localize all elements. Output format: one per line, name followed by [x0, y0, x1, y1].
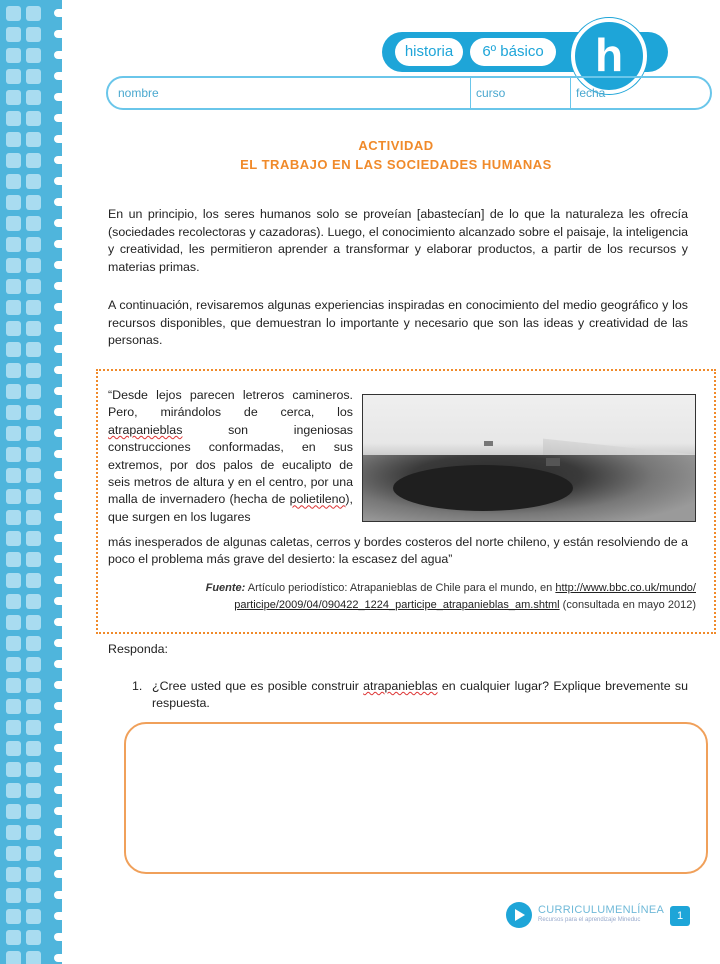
strip-notch [54, 954, 62, 962]
strip-notch [54, 849, 62, 857]
strip-notch [54, 177, 62, 185]
strip-notch [54, 492, 62, 500]
strip-notch [54, 72, 62, 80]
strip-square [6, 279, 21, 294]
strip-square [6, 573, 21, 588]
strip-square [26, 426, 41, 441]
question-number: 1. [132, 679, 143, 693]
strip-notch [54, 324, 62, 332]
strip-square [6, 741, 21, 756]
strip-square [26, 762, 41, 777]
strip-notch [54, 345, 62, 353]
strip-notch [54, 786, 62, 794]
strip-square [6, 384, 21, 399]
strip-square [6, 6, 21, 21]
strip-square [26, 909, 41, 924]
strip-notch [54, 240, 62, 248]
strip-square [6, 804, 21, 819]
strip-square [6, 69, 21, 84]
strip-square [6, 321, 21, 336]
strip-square [6, 699, 21, 714]
strip-square [26, 279, 41, 294]
strip-notch [54, 450, 62, 458]
quote-text-continued: más inesperados de algunas caletas, cerros y bordes costeros del norte chileno, y están resolviendo de a poco el problema más grave del desierto: la escasez del agua” [108, 535, 688, 567]
source-link[interactable]: http://www.bbc.co.uk/mundo/ [555, 582, 696, 594]
strip-square [6, 48, 21, 63]
strip-square [26, 867, 41, 882]
grade-tag: 6º básico [470, 38, 556, 66]
strip-square [6, 531, 21, 546]
strip-square [6, 426, 21, 441]
strip-square [26, 174, 41, 189]
strip-notch [54, 387, 62, 395]
strip-square [6, 363, 21, 378]
source-citation: Fuente: Artículo periodístico: Atrapanieblas de Chile para el mundo, en http://www.bbc.co.uk/mundo/ [205, 582, 696, 594]
strip-square [26, 342, 41, 357]
quote-term: atrapanieblas [108, 422, 183, 437]
date-field-label: fecha [576, 86, 606, 100]
strip-square [26, 90, 41, 105]
strip-notch [54, 723, 62, 731]
strip-square [26, 195, 41, 210]
strip-square [26, 804, 41, 819]
source-citation-line2: participe/2009/04/090422_1224_participe_atrapanieblas_am.shtml (consultada en mayo 2012) [234, 599, 696, 611]
strip-notch [54, 135, 62, 143]
strip-square [26, 69, 41, 84]
quote-text: “Desde lejos parecen letreros camineros. Pero, mirándolos de cerca, los atrapanieblas son ingeniosas construcciones conformadas, en sus extremos, por dos palos de eucalipto de seis metros de altura y en el centro, por una malla de invernadero (hecha de polietileno), que surgen en los lugares [108, 388, 353, 524]
divider [570, 78, 571, 108]
strip-square [26, 531, 41, 546]
strip-square [26, 930, 41, 945]
divider [470, 78, 471, 108]
strip-square [6, 594, 21, 609]
strip-notch [54, 282, 62, 290]
question-1: 1. ¿Cree usted que es posible construir atrapanieblas en cualquier lugar? Explique brevemente su respuesta. [132, 679, 688, 711]
play-arrow-icon [506, 902, 532, 928]
strip-square [6, 846, 21, 861]
strip-square [6, 111, 21, 126]
strip-notch [54, 471, 62, 479]
strip-square [6, 342, 21, 357]
strip-square [26, 846, 41, 861]
subject-tag: historia [395, 38, 463, 66]
strip-notch [54, 261, 62, 269]
strip-square [26, 405, 41, 420]
strip-notch [54, 303, 62, 311]
strip-notch [54, 597, 62, 605]
strip-square [26, 573, 41, 588]
strip-notch [54, 933, 62, 941]
activity-label: ACTIVIDAD [358, 138, 434, 153]
decorative-side-strip [0, 0, 62, 964]
strip-notch [54, 618, 62, 626]
strip-square [26, 363, 41, 378]
strip-notch [54, 576, 62, 584]
strip-notch [54, 681, 62, 689]
strip-square [26, 153, 41, 168]
page-number: 1 [670, 906, 690, 926]
strip-notch [54, 513, 62, 521]
strip-square [26, 615, 41, 630]
strip-notch [54, 219, 62, 227]
name-field-label: nombre [118, 86, 159, 100]
strip-notch [54, 639, 62, 647]
strip-square [6, 195, 21, 210]
strip-square [6, 657, 21, 672]
strip-notch [54, 429, 62, 437]
strip-square [26, 657, 41, 672]
strip-square [6, 405, 21, 420]
strip-square [6, 237, 21, 252]
answer-box[interactable] [124, 722, 708, 874]
strip-square [6, 153, 21, 168]
strip-square [26, 552, 41, 567]
strip-notch [54, 30, 62, 38]
strip-notch [54, 93, 62, 101]
context-paragraph: A continuación, revisaremos algunas experiencias inspiradas en conocimiento del medio geográfico y los recursos disponibles, que demuestran lo importante y necesario que son las ideas y creatividad de las personas. [108, 298, 688, 348]
strip-square [26, 825, 41, 840]
strip-square [26, 6, 41, 21]
strip-square [6, 867, 21, 882]
strip-square [6, 216, 21, 231]
strip-square [26, 678, 41, 693]
page-title: EL TRABAJO EN LAS SOCIEDADES HUMANAS [240, 157, 552, 172]
strip-notch [54, 555, 62, 563]
strip-square [6, 762, 21, 777]
strip-notch [54, 9, 62, 17]
logo-text: CURRICULUMENLÍNEA [538, 904, 665, 916]
strip-square [26, 447, 41, 462]
strip-square [26, 720, 41, 735]
responde-label: Responda: [108, 642, 168, 656]
strip-square [26, 300, 41, 315]
strip-square [26, 237, 41, 252]
strip-square [26, 384, 41, 399]
strip-square [6, 615, 21, 630]
strip-notch [54, 912, 62, 920]
strip-square [6, 888, 21, 903]
strip-square [6, 636, 21, 651]
strip-notch [54, 198, 62, 206]
strip-square [26, 594, 41, 609]
strip-notch [54, 366, 62, 374]
strip-notch [54, 156, 62, 164]
strip-square [26, 132, 41, 147]
strip-square [6, 468, 21, 483]
strip-square [26, 636, 41, 651]
student-info-bar [106, 76, 712, 110]
source-link[interactable]: participe/2009/04/090422_1224_participe_atrapanieblas_am.shtml [234, 599, 560, 611]
strip-square [6, 174, 21, 189]
strip-square [6, 930, 21, 945]
strip-square [6, 489, 21, 504]
strip-square [6, 552, 21, 567]
strip-square [6, 132, 21, 147]
strip-square [26, 741, 41, 756]
strip-square [6, 447, 21, 462]
strip-notch [54, 744, 62, 752]
course-field-label: curso [476, 86, 506, 100]
strip-square [6, 300, 21, 315]
strip-square [26, 48, 41, 63]
strip-notch [54, 114, 62, 122]
strip-square [6, 27, 21, 42]
strip-notch [54, 51, 62, 59]
strip-notch [54, 702, 62, 710]
question-term: atrapanieblas [363, 679, 438, 693]
strip-square [26, 951, 41, 964]
strip-square [6, 909, 21, 924]
intro-paragraph: En un principio, los seres humanos solo se proveían [abastecían] de lo que la naturaleza les ofrecía (sociedades recolectoras y cazadoras). Luego, el conocimiento alcanzado sobre el paisaje, la inteligencia y creatividad, les permitieron aprender a transformar y elaborar productos, a partir de los recursos y materias primas. [108, 207, 688, 274]
strip-notch [54, 408, 62, 416]
strip-square [6, 510, 21, 525]
strip-square [26, 111, 41, 126]
strip-square [26, 888, 41, 903]
strip-square [6, 783, 21, 798]
strip-square [26, 699, 41, 714]
source-label: Fuente: [205, 582, 246, 594]
quote-term: polietileno [289, 492, 346, 507]
strip-square [26, 783, 41, 798]
logo-subtext: Recursos para el aprendizaje Mineduc [538, 917, 641, 923]
strip-square [26, 468, 41, 483]
fog-catcher-photo [362, 394, 696, 522]
strip-square [26, 321, 41, 336]
strip-square [6, 678, 21, 693]
strip-notch [54, 891, 62, 899]
strip-square [26, 489, 41, 504]
strip-notch [54, 828, 62, 836]
strip-notch [54, 660, 62, 668]
strip-square [26, 27, 41, 42]
strip-square [26, 216, 41, 231]
strip-square [6, 90, 21, 105]
subject-logo-icon: h [571, 18, 647, 94]
strip-square [6, 825, 21, 840]
strip-square [6, 720, 21, 735]
strip-notch [54, 807, 62, 815]
strip-square [26, 258, 41, 273]
strip-square [6, 951, 21, 964]
strip-notch [54, 870, 62, 878]
strip-square [26, 510, 41, 525]
strip-square [6, 258, 21, 273]
strip-notch [54, 534, 62, 542]
strip-notch [54, 765, 62, 773]
